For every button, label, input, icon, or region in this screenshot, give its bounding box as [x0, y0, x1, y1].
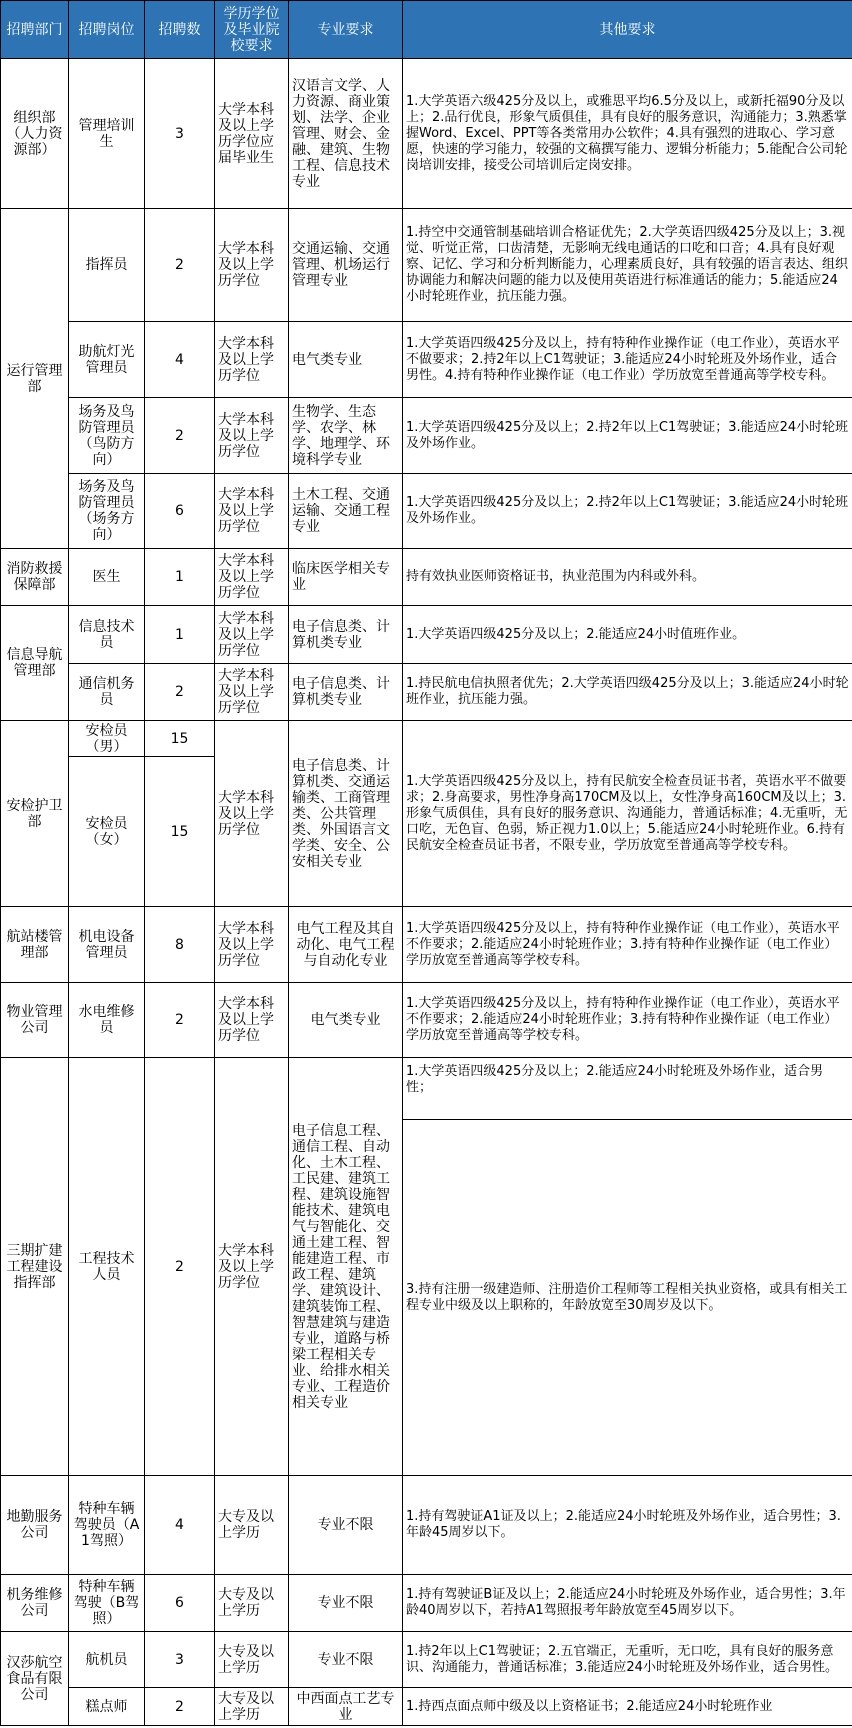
other-cell: 1.大学英语四级425分及以上，持有民航安全检查员证书者，英语水平不做要求；2.身高要求，男性净身高170CM及以上，女性净身高160CM及以上；3.形象气质俱佳，具有良好的服务意识、沟通能力，普通话标准；4.无重听，无口吃，无色盲、色弱，矫正视力1.0以上；5.能适应24小时轮班作业。6.持有民航安全检查员证书者，不限专业，学历放宽至普通高等学校专科。	[403, 721, 852, 907]
post-cell: 水电维修员	[69, 983, 145, 1058]
post-cell: 医生	[69, 549, 145, 606]
table-row	[1, 1632, 852, 1688]
other-cell: 1.持有驾驶证A1证及以上；2.能适应24小时轮班及外场作业，适合男性；3.年龄45周岁以下。	[403, 1476, 852, 1575]
dept-cell: 安检护卫部	[1, 721, 69, 907]
table-row	[1, 1476, 852, 1575]
other-cell: 1.大学英语四级425分及以上，持有特种作业操作证（电工作业），英语水平不做要求；2.持2年以上C1驾驶证；3.能适应24小时轮班及外场作业，适合男性。4.持有特种作业操作证（电工作业）学历放宽至普通高等学校专科。	[403, 322, 852, 398]
table-row	[1, 983, 852, 1058]
post-cell: 场务及鸟防管理员（场务方向）	[69, 474, 145, 549]
dept-cell: 三期扩建工程建设指挥部	[1, 1058, 69, 1476]
edu-cell: 大学本科及以上学历学位	[215, 549, 289, 606]
edu-cell: 大专及以上学历	[215, 1632, 289, 1688]
post-cell: 糕点师	[69, 1688, 145, 1726]
header-dept: 招聘部门	[1, 1, 69, 59]
post-cell: 特种车辆驾驶（B驾照）	[69, 1575, 145, 1632]
edu-cell: 大学本科及以上学历学位应届毕业生	[215, 59, 289, 209]
post-cell: 工程技术人员	[69, 1058, 145, 1476]
edu-cell: 大学本科及以上学历学位	[215, 983, 289, 1058]
major-cell: 电气工程及其自动化、电气工程与自动化专业	[289, 907, 403, 983]
table-row	[1, 907, 852, 983]
dept-cell: 信息导航管理部	[1, 606, 69, 721]
edu-cell: 大学本科及以上学历学位	[215, 606, 289, 664]
num-cell: 3	[145, 1632, 215, 1688]
table-row	[1, 549, 852, 606]
table-row	[1, 1575, 852, 1632]
post-cell: 管理培训生	[69, 59, 145, 209]
other-cell: 1.大学英语四级425分及以上；2.持2年以上C1驾驶证；3.能适应24小时轮班及外场作业。	[403, 398, 852, 474]
edu-cell: 大专及以上学历	[215, 1476, 289, 1575]
other-cell: 持有效执业医师资格证书，执业范围为内科或外科。	[403, 549, 852, 606]
edu-cell: 大学本科及以上学历学位	[215, 209, 289, 322]
num-cell: 8	[145, 907, 215, 983]
major-cell: 中西面点工艺专业	[289, 1688, 403, 1726]
post-cell: 通信机务员	[69, 664, 145, 721]
edu-cell: 大学本科及以上学历学位	[215, 907, 289, 983]
post-cell: 安检员（男）	[69, 721, 145, 757]
other-cell: 1.大学英语四级425分及以上，持有特种作业操作证（电工作业），英语水平不作要求；2.能适应24小时轮班作业；3.持有特种作业操作证（电工作业）学历放宽至普通高等学校专科。	[403, 983, 852, 1058]
post-cell: 机电设备管理员	[69, 907, 145, 983]
header-major: 专业要求	[289, 1, 403, 59]
edu-cell: 大学本科及以上学历学位	[215, 398, 289, 474]
major-cell: 电子信息类、计算机类、交通运输类、工商管理类、公共管理类、外国语言文学类、安全、公安相关专业	[289, 721, 403, 907]
num-cell: 2	[145, 398, 215, 474]
table-row	[1, 474, 852, 549]
post-cell: 安检员（女）	[69, 757, 145, 907]
major-cell: 专业不限	[289, 1575, 403, 1632]
num-cell: 2	[145, 1058, 215, 1476]
edu-cell: 大学本科及以上学历学位	[215, 474, 289, 549]
major-cell: 电气类专业	[289, 983, 403, 1058]
other-cell: 3.持有注册一级建造师、注册造价工程师等工程相关执业资格，或具有相关工程专业中级及以上职称的，年龄放宽至30周岁及以下。	[403, 1120, 852, 1476]
dept-cell: 汉莎航空食品有限公司	[1, 1632, 69, 1726]
num-cell: 2	[145, 209, 215, 322]
header-row	[1, 1, 852, 59]
header-num: 招聘数	[145, 1, 215, 59]
dept-cell: 航站楼管理部	[1, 907, 69, 983]
major-cell: 临床医学相关专业	[289, 549, 403, 606]
edu-cell: 大学本科及以上学历学位	[215, 1058, 289, 1476]
other-cell: 1.持民航电信执照者优先；2.大学英语四级425分及以上；3.能适应24小时轮班作业，抗压能力强。	[403, 664, 852, 721]
major-cell: 生物学、生态学、农学、林学、地理学、环境科学专业	[289, 398, 403, 474]
dept-cell: 消防救援保障部	[1, 549, 69, 606]
table-row	[1, 209, 852, 322]
dept-cell: 机务维修公司	[1, 1575, 69, 1632]
other-cell: 1.持有驾驶证B证及以上；2.能适应24小时轮班及外场作业，适合男性；3.年龄40周岁以下，若持A1驾照报考年龄放宽至45周岁以下。	[403, 1575, 852, 1632]
num-cell: 2	[145, 664, 215, 721]
dept-cell: 物业管理公司	[1, 983, 69, 1058]
post-cell: 指挥员	[69, 209, 145, 322]
major-cell: 土木工程、交通运输、交通工程专业	[289, 474, 403, 549]
num-cell: 4	[145, 322, 215, 398]
other-cell: 1.持2年以上C1驾驶证；2.五官端正，无重听，无口吃，具有良好的服务意识、沟通能力，普通话标准；3.能适应24小时轮班及外场作业，适合男性。	[403, 1632, 852, 1688]
table-row	[1, 398, 852, 474]
table-row	[1, 322, 852, 398]
other-cell: 1.大学英语四级425分及以上；2.能适应24小时轮班及外场作业，适合男性；	[403, 1058, 852, 1120]
edu-cell: 大学本科及以上学历学位	[215, 721, 289, 907]
post-cell: 航机员	[69, 1632, 145, 1688]
major-cell: 电子信息类、计算机类专业	[289, 664, 403, 721]
table-row	[1, 1688, 852, 1726]
other-cell: 1.大学英语四级425分及以上，持有特种作业操作证（电工作业），英语水平不作要求；2.能适应24小时轮班作业；3.持有特种作业操作证（电工作业）学历放宽至普通高等学校专科。	[403, 907, 852, 983]
major-cell: 交通运输、交通管理、机场运行管理专业	[289, 209, 403, 322]
edu-cell: 大学本科及以上学历学位	[215, 322, 289, 398]
table-row	[1, 664, 852, 721]
other-cell: 1.持西点面点师中级及以上资格证书；2.能适应24小时轮班作业	[403, 1688, 852, 1726]
major-cell: 电子信息工程、通信工程、自动化、土木工程、工民建、建筑工程、建筑设施智能技术、建筑电气与智能化、交通土建工程、智能建造工程、市政工程、建筑学、建筑设计、建筑装饰工程、智慧建筑与建造专业，道路与桥梁工程相关专业、给排水相关专业、工程造价相关专业	[289, 1058, 403, 1476]
other-cell: 1.大学英语四级425分及以上；2.能适应24小时值班作业。	[403, 606, 852, 664]
num-cell: 2	[145, 983, 215, 1058]
header-edu: 学历学位及毕业院校要求	[215, 1, 289, 59]
num-cell: 4	[145, 1476, 215, 1575]
post-cell: 信息技术员	[69, 606, 145, 664]
major-cell: 电气类专业	[289, 322, 403, 398]
edu-cell: 大专及以上学历	[215, 1688, 289, 1726]
other-cell: 1.持空中交通管制基础培训合格证优先；2.大学英语四级425分及以上；3.视觉、听觉正常，口齿清楚，无影响无线电通话的口吃和口音；4.具有良好观察、记忆、学习和分析判断能力，心理素质良好，具有较强的语言表达、组织协调能力和解决问题的能力以及使用英语进行标准通话的能力；5.能适应24小时轮班作业，抗压能力强。	[403, 209, 852, 322]
num-cell: 3	[145, 59, 215, 209]
edu-cell: 大专及以上学历	[215, 1575, 289, 1632]
major-cell: 专业不限	[289, 1476, 403, 1575]
other-cell: 1.大学英语六级425分及以上，或雅思平均6.5分及以上，或新托福90分及以上；2.品行优良，形象气质俱佳，具有良好的服务意识，沟通能力；3.熟悉掌握Word、Excel、PPT等各类常用办公软件；4.具有强烈的进取心、学习意愿，快速的学习能力，较强的文稿撰写能力、逻辑分析能力；5.能配合公司轮岗培训安排，接受公司培训后定岗安排。	[403, 59, 852, 209]
header-post: 招聘岗位	[69, 1, 145, 59]
num-cell: 1	[145, 549, 215, 606]
num-cell: 15	[145, 757, 215, 907]
table-row	[1, 59, 852, 209]
post-cell: 助航灯光管理员	[69, 322, 145, 398]
edu-cell: 大学本科及以上学历学位	[215, 664, 289, 721]
major-cell: 汉语言文学、人力资源、商业策划、法学、企业管理、财会、金融、建筑、生物工程、信息技术专业	[289, 59, 403, 209]
num-cell: 6	[145, 1575, 215, 1632]
other-cell: 1.大学英语四级425分及以上；2.持2年以上C1驾驶证；3.能适应24小时轮班及外场作业。	[403, 474, 852, 549]
num-cell: 2	[145, 1688, 215, 1726]
post-cell: 场务及鸟防管理员（鸟防方向）	[69, 398, 145, 474]
num-cell: 15	[145, 721, 215, 757]
major-cell: 专业不限	[289, 1632, 403, 1688]
table-row	[1, 606, 852, 664]
dept-cell: 组织部（人力资源部）	[1, 59, 69, 209]
major-cell: 电子信息类、计算机类专业	[289, 606, 403, 664]
num-cell: 1	[145, 606, 215, 664]
dept-cell: 运行管理部	[1, 209, 69, 549]
table-row	[1, 721, 852, 757]
dept-cell: 地勤服务公司	[1, 1476, 69, 1575]
table-row	[1, 1058, 852, 1120]
header-other: 其他要求	[403, 1, 852, 59]
post-cell: 特种车辆驾驶员（A1驾照）	[69, 1476, 145, 1575]
num-cell: 6	[145, 474, 215, 549]
